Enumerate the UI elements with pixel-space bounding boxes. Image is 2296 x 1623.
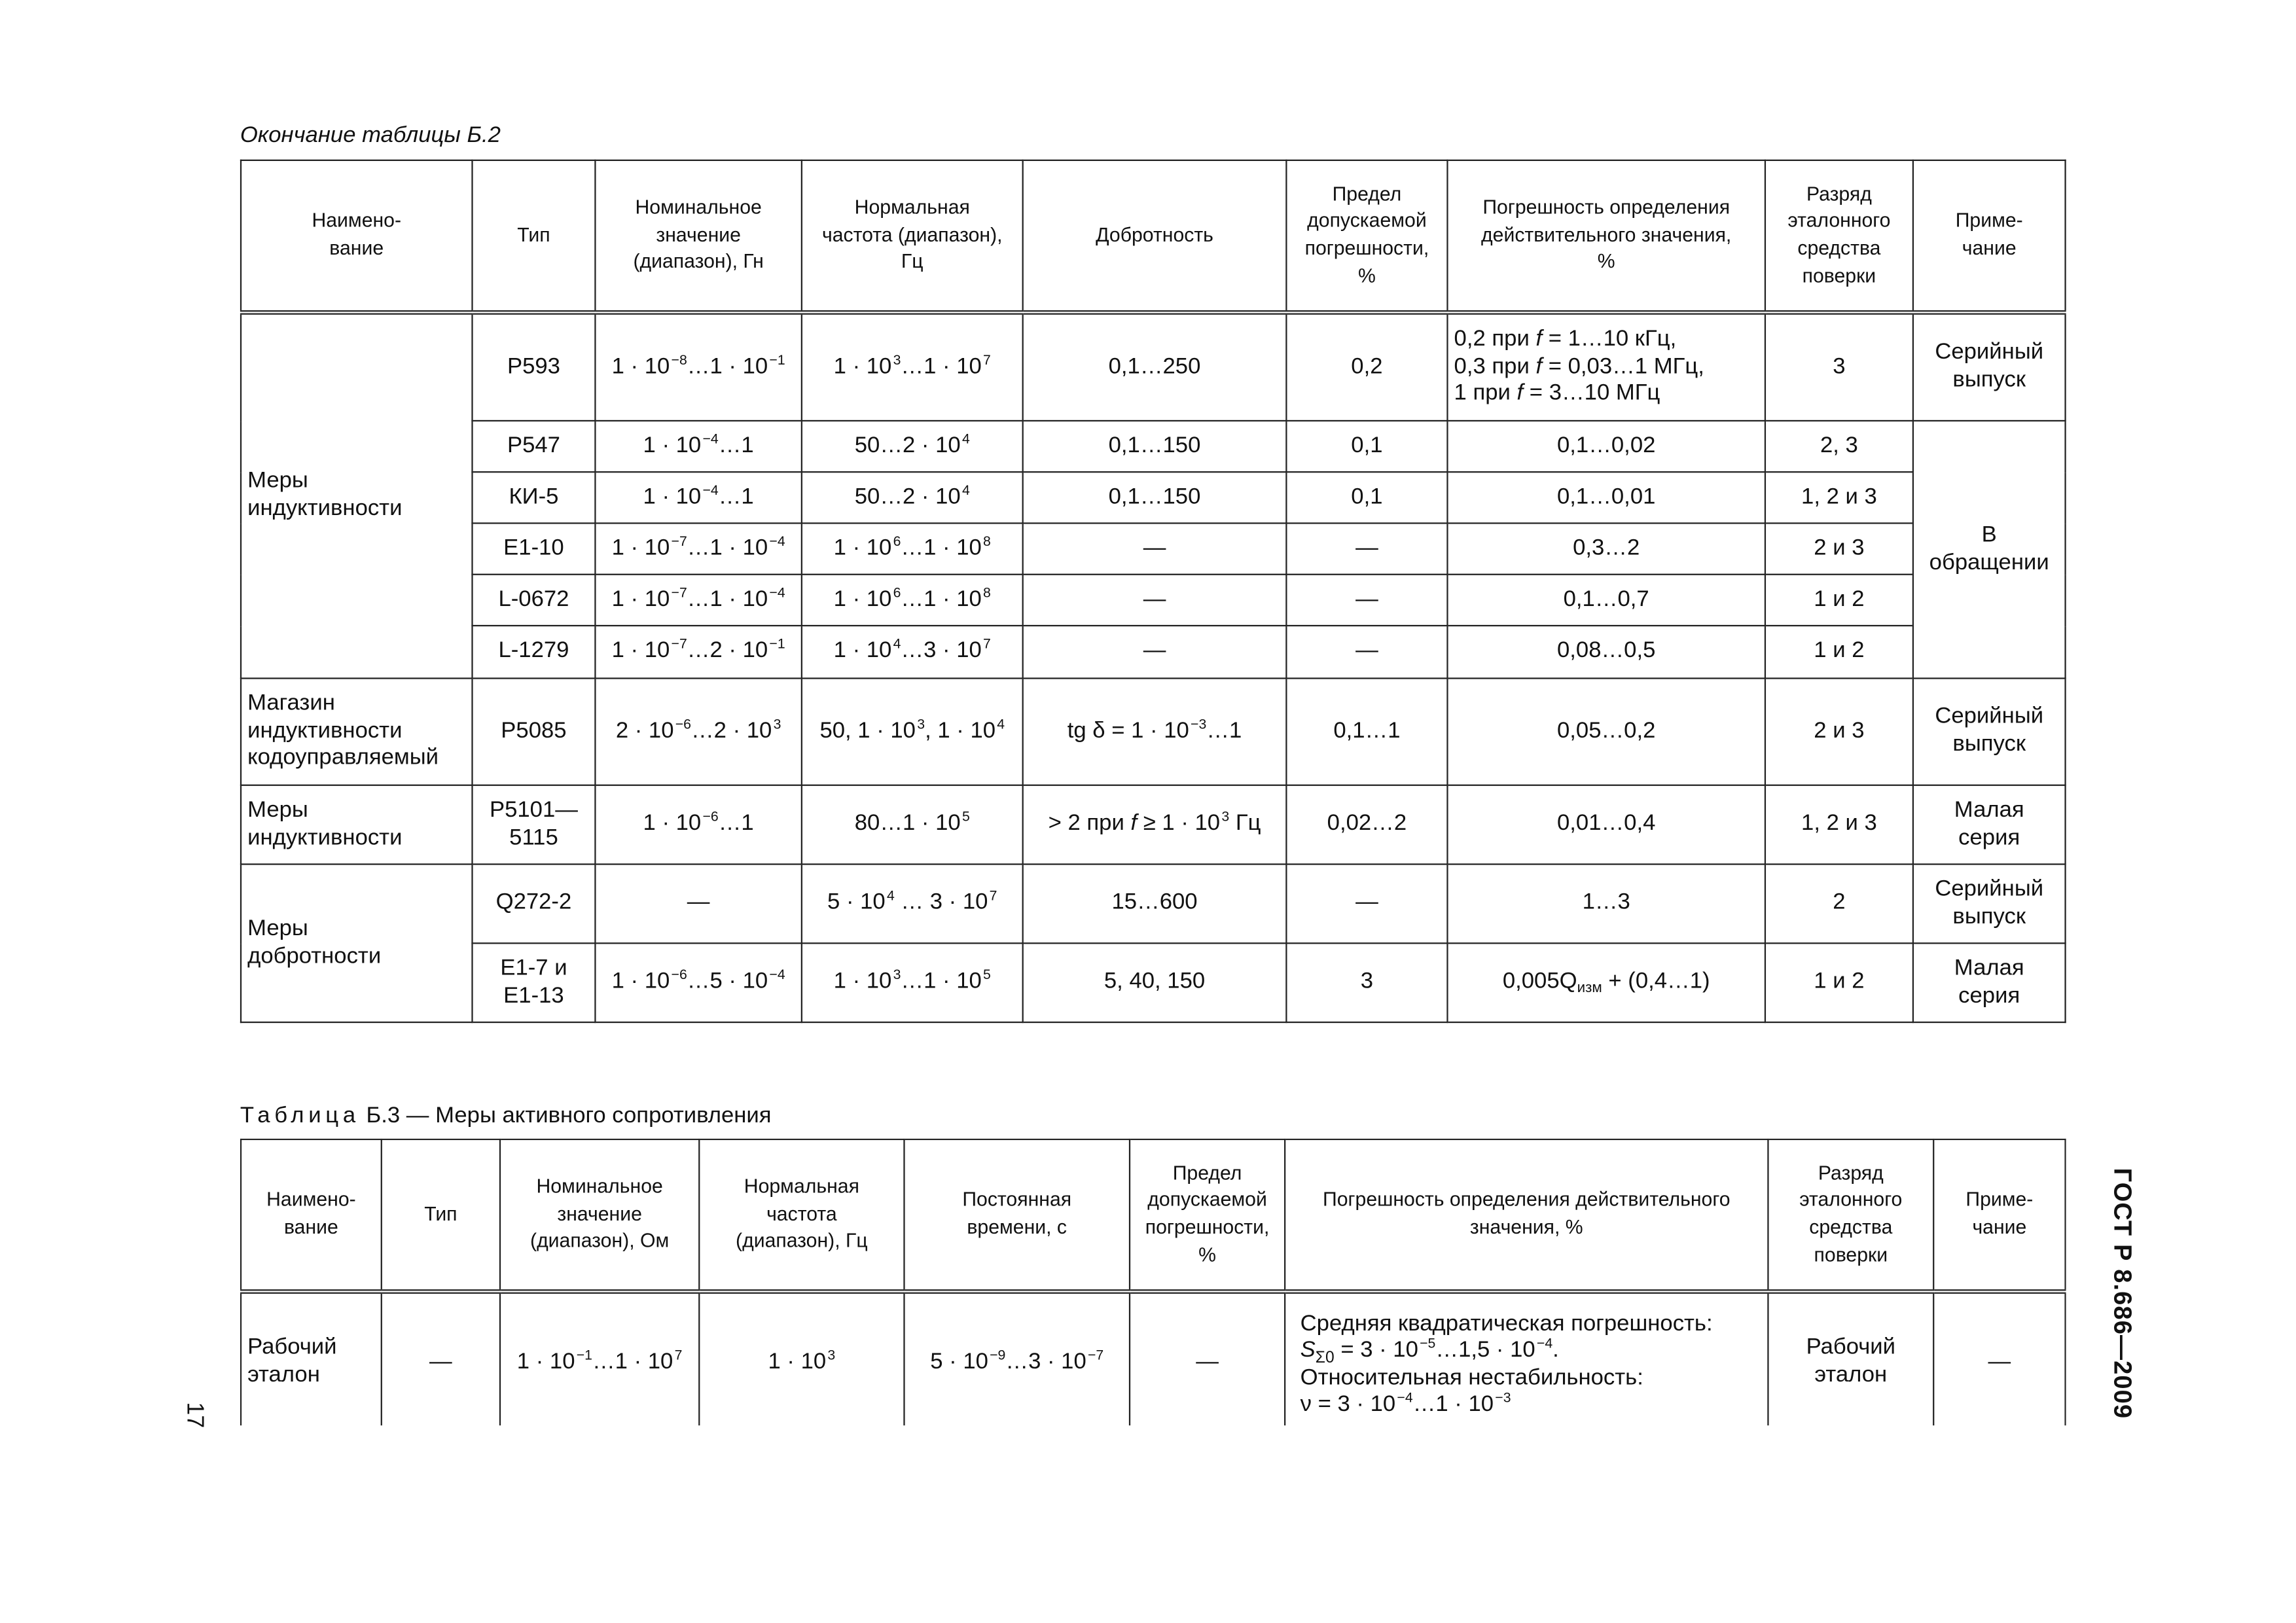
nominal-cell: 1 · 10 $^{-7}$…2 · 10 $^{-1}$ [595, 626, 801, 679]
table-row [241, 312, 2066, 420]
column-header-limit: Предел допускаемой погрешности, % [1286, 160, 1447, 313]
table-row [241, 1292, 2066, 1426]
frequency-cell: 50, 1 · 10 $^3$, 1 · 10 $^4$ [802, 679, 1023, 785]
rank-cell: 1 и 2 [1765, 943, 1913, 1022]
q-factor-cell: > 2 при f ≥ 1 · 10 $^3$ Гц [1023, 785, 1287, 865]
type-cell: Р547 [472, 421, 595, 472]
group-name: Меры добротности [241, 865, 472, 1023]
note-cell: Серийный выпуск [1913, 865, 2066, 944]
nominal-cell: 1 · 10 $^{-7}$…1 · 10 $^{-4}$ [595, 575, 801, 626]
table-row [241, 626, 2066, 679]
note-cell: — [1933, 1292, 2065, 1426]
nominal-cell: 2 · 10 $^{-6}$…2 · 10 $^3$ [595, 679, 801, 785]
rank-cell: 1, 2 и 3 [1765, 472, 1913, 523]
error-cell: 0,08…0,5 [1447, 626, 1765, 679]
frequency-cell: 1 · 10 $^3$ [699, 1292, 904, 1426]
rank-cell: 3 [1765, 312, 1913, 420]
limit-cell: 0,1 [1286, 472, 1447, 523]
nominal-cell: 1 · 10 $^{-7}$…1 · 10 $^{-4}$ [595, 523, 801, 574]
group-name: Меры индуктивности [241, 312, 472, 678]
q-factor-cell: 5, 40, 150 [1023, 943, 1287, 1022]
table-row [241, 421, 2066, 472]
table-row [241, 785, 2066, 865]
column-header-error: Погрешность определения действительного значения, % [1285, 1139, 1768, 1292]
q-factor-cell: 0,1…150 [1023, 421, 1287, 472]
name-cell: Рабочий эталон [241, 1292, 382, 1426]
table-b3-caption [240, 1103, 772, 1130]
table-b3 [240, 1139, 2066, 1425]
column-header-time-constant: Постоянная времени, с [904, 1139, 1130, 1292]
table-row [241, 679, 2066, 785]
column-header-frequency: Нормальная частота (диапазон), Гц [699, 1139, 904, 1292]
error-cell: 0,3…2 [1447, 523, 1765, 574]
error-line: ν = 3 · 10 $^{-4}$…1 · 10 $^{-3}$ [1300, 1390, 1511, 1417]
limit-cell: 0,02…2 [1286, 785, 1447, 865]
type-cell: Р5085 [472, 679, 595, 785]
limit-cell: — [1286, 575, 1447, 626]
standard-designation: ГОСТ Р 8.686—2009 [2108, 1168, 2137, 1419]
column-header-note: Приме- чание [1933, 1139, 2065, 1292]
column-header-type: Тип [382, 1139, 500, 1292]
rank-cell: 2 и 3 [1765, 679, 1913, 785]
error-line: $S_{\Sigma 0} = 3 \cdot 10$ $^{-5}$…1,5 · 10 $^{-4}$. [1300, 1336, 1559, 1368]
type-cell: L-0672 [472, 575, 595, 626]
column-header-name: Наимено- вание [241, 160, 472, 313]
error-cell: 0,1…0,01 [1447, 472, 1765, 523]
column-header-q-factor: Добротность [1023, 160, 1287, 313]
rank-cell: 1, 2 и 3 [1765, 785, 1913, 865]
limit-cell: 0,2 [1286, 312, 1447, 420]
limit-cell: — [1286, 865, 1447, 944]
type-cell: КИ-5 [472, 472, 595, 523]
q-factor-cell: 15…600 [1023, 865, 1287, 944]
table-b3-wrapper [240, 1139, 2066, 1425]
limit-cell: — [1286, 523, 1447, 574]
error-line: Относительная нестабильность: [1300, 1364, 1643, 1390]
table-row [241, 865, 2066, 944]
frequency-cell: 1 · 10 $^6$…1 · 10 $^8$ [802, 523, 1023, 574]
limit-cell: 0,1 [1286, 421, 1447, 472]
q-factor-cell: — [1023, 523, 1287, 574]
error-cell: 0,005Qизм + (0,4…1) [1447, 943, 1765, 1022]
type-cell: Р5101— 5115 [472, 785, 595, 865]
rank-cell: 2, 3 [1765, 421, 1913, 472]
frequency-cell: 1 · 10 $^6$…1 · 10 $^8$ [802, 575, 1023, 626]
table-row [241, 472, 2066, 523]
nominal-cell: 1 · 10 $^{-1}$…1 · 10 $^7$ [500, 1292, 699, 1426]
frequency-cell: 50…2 · 10 $^4$ [802, 421, 1023, 472]
q-factor-cell: — [1023, 575, 1287, 626]
error-cell: 0,1…0,02 [1447, 421, 1765, 472]
type-cell: L-1279 [472, 626, 595, 679]
error-line: Средняя квадратическая погрешность: [1300, 1311, 1713, 1336]
nominal-cell: — [595, 865, 801, 944]
nominal-cell: 1 · 10 $^{-8}$…1 · 10 $^{-1}$ [595, 312, 801, 420]
frequency-cell: 80…1 · 10 $^5$ [802, 785, 1023, 865]
error-cell: 0,1…0,7 [1447, 575, 1765, 626]
note-cell: В обращении [1913, 421, 2066, 679]
frequency-cell: 50…2 · 10 $^4$ [802, 472, 1023, 523]
column-header-name: Наимено- вание [241, 1139, 382, 1292]
type-cell: Е1-10 [472, 523, 595, 574]
rank-cell: 2 и 3 [1765, 523, 1913, 574]
type-cell: Е1-7 и Е1-13 [472, 943, 595, 1022]
column-header-type: Тип [472, 160, 595, 313]
limit-cell: — [1130, 1292, 1285, 1426]
page-number: 17 [181, 1402, 207, 1429]
error-cell: 0,01…0,4 [1447, 785, 1765, 865]
type-cell: Р593 [472, 312, 595, 420]
q-factor-cell: 0,1…250 [1023, 312, 1287, 420]
limit-cell: 3 [1286, 943, 1447, 1022]
rank-cell: 1 и 2 [1765, 626, 1913, 679]
limit-cell: — [1286, 626, 1447, 679]
column-header-frequency: Нормальная частота (диапазон), Гц [802, 160, 1023, 313]
table-row [241, 575, 2066, 626]
frequency-cell: 1 · 10 $^4$…3 · 10 $^7$ [802, 626, 1023, 679]
table-b2 [240, 160, 2066, 1023]
table-row [241, 523, 2066, 574]
error-cell: 0,05…0,2 [1447, 679, 1765, 785]
nominal-cell: 1 · 10 $^{-6}$…5 · 10 $^{-4}$ [595, 943, 801, 1022]
column-header-nominal: Номинальное значение (диапазон), Гн [595, 160, 801, 313]
rank-cell: Рабочий эталон [1768, 1292, 1933, 1426]
column-header-rank: Разряд эталонного средства поверки [1765, 160, 1913, 313]
table-row [241, 943, 2066, 1022]
q-factor-cell: 0,1…150 [1023, 472, 1287, 523]
frequency-cell: 1 · 10 $^3$…1 · 10 $^7$ [802, 312, 1023, 420]
group-name: Магазин индуктивности кодоуправляемый [241, 679, 472, 785]
column-header-nominal: Номинальное значение (диапазон), Ом [500, 1139, 699, 1292]
error-cell: 0,2 при f = 1…10 кГц, 0,3 при f = 0,03…1 МГц, 1 при f = 3…10 МГц [1447, 312, 1765, 420]
limit-cell: 0,1…1 [1286, 679, 1447, 785]
note-cell: Малая серия [1913, 943, 2066, 1022]
table-b3-caption-label: Таблица [240, 1103, 360, 1129]
time-constant-cell: 5 · 10 $^{-9}$…3 · 10 $^{-7}$ [904, 1292, 1130, 1426]
note-cell: Серийный выпуск [1913, 679, 2066, 785]
note-cell: Серийный выпуск [1913, 312, 2066, 420]
q-factor-cell: — [1023, 626, 1287, 679]
q-factor-cell: tg δ = 1 · 10 $^{-3}$…1 [1023, 679, 1287, 785]
table-b2-caption: Окончание таблицы Б.2 [240, 122, 501, 148]
column-header-limit: Предел допускаемой погрешности, % [1130, 1139, 1285, 1292]
column-header-note: Приме- чание [1913, 160, 2066, 313]
group-name: Меры индуктивности [241, 785, 472, 865]
nominal-cell: 1 · 10 $^{-6}$…1 [595, 785, 801, 865]
column-header-error: Погрешность определения действительного значения, % [1447, 160, 1765, 313]
table-b3-caption-title: Б.3 — Меры активного сопротивления [359, 1103, 772, 1129]
rank-cell: 2 [1765, 865, 1913, 944]
type-cell: — [382, 1292, 500, 1426]
error-cell [1285, 1292, 1768, 1426]
nominal-cell: 1 · 10 $^{-4}$…1 [595, 421, 801, 472]
rank-cell: 1 и 2 [1765, 575, 1913, 626]
error-cell: 1…3 [1447, 865, 1765, 944]
frequency-cell: 1 · 10 $^3$…1 · 10 $^5$ [802, 943, 1023, 1022]
type-cell: Q272-2 [472, 865, 595, 944]
column-header-rank: Разряд эталонного средства поверки [1768, 1139, 1933, 1292]
note-cell: Малая серия [1913, 785, 2066, 865]
frequency-cell: 5 · 10 $^4$ … 3 · 10 $^7$ [802, 865, 1023, 944]
nominal-cell: 1 · 10 $^{-4}$…1 [595, 472, 801, 523]
